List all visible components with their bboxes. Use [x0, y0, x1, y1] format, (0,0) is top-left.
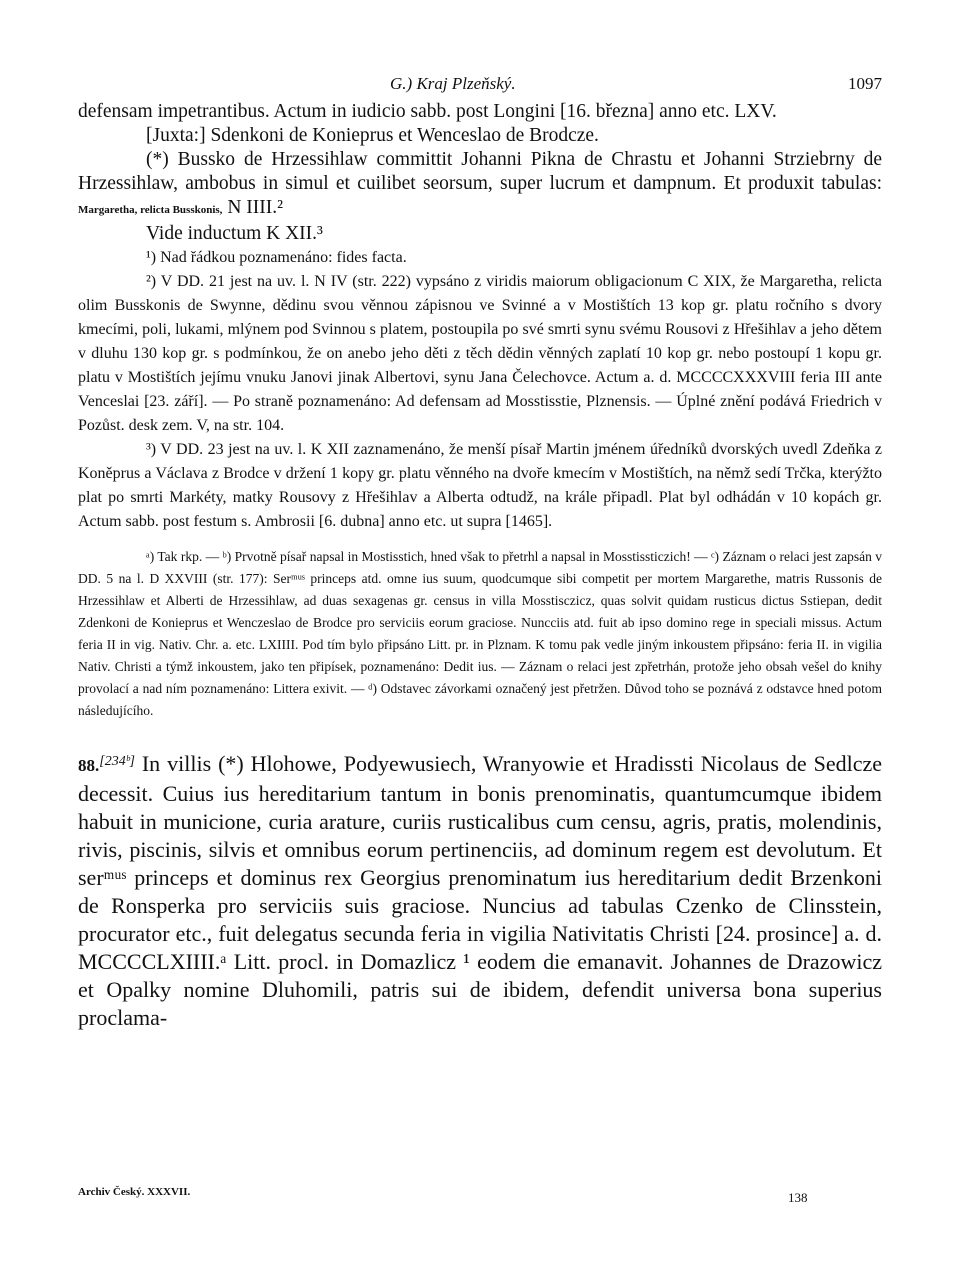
paragraph-1: defensam impetrantibus. Actum in iudicio sabb. post Longini [16. března] anno etc. LXV.	[78, 101, 777, 122]
running-header	[78, 70, 882, 100]
paragraph-3	[78, 148, 882, 222]
paragraph-3-text: (*) Bussko de Hrzessihlaw committit Johanni Pikna de Chrastu et Johanni Strziebrny de Hrzessihlaw, ambobus in simul et cuilibet seorsum, super lucrum et dampnum. Et produxit tabulas:	[78, 149, 882, 194]
footnote-2: ²) V DD. 21 jest na uv. l. N IV (str. 222) vypsáno z viridis maiorum obligacionum C XIX, že Margaretha, relicta olim Busskonis de Swynne, dědinu svou věnnou zápisnou ve Svinné a v Mostištích 13 kop gr. platu ročního s dvory kmecími, poli, lukami, mlýnem pod Svinnou s platem, postoupila po své smrti synu svému Rousovi z Hřešihlav a jeho dětem v dluhu 130 kop gr. s podmínkou, že on anebo jeho děti z těch dědin věnných zaplatí 10 kop gr. nebo postoupí 1 kopu gr. platu v Mostištích jejímu vnuku Janovi jinak Albertovi, synu Jana Čelechovce. Actum a. d. MCCCCXXXVIII feria III ante Venceslai [23. září]. — Po straně poznamenáno: Ad defensam ad Mosstisstie, Plznensis. — Úplné znění podává Friedrich v Pozůst. desk zem. V, na str. 104.	[78, 273, 882, 434]
entry-text: In villis (*) Hlohowe, Podyewusiech, Wranyowie et Hradissti Nicolaus de Sedlcze decessit. Cuius ius hereditarium tantum in bonis prenominatis, quantumcumque ibidem habuit in municione, curia arature, curiis rusticalibus cum censu, agris, pratis, molendinis, rivis, piscinis, silvis et omnibus eorum pertinenciis, ad dominum regem est devolutum. Et serᵐᵘˢ princeps et dominus rex Georgius prenominatum ius hereditarium dedit Brzenkoni de Ronsperka pro serviciis suis graciose. Nuncius ad tabulas Czenko de Clinsstein, procurator etc., fuit delegatus secunda feria in vigilia Nativitatis Christi [24. prosince] a. d. MCCCCLXIIII.ᵃ Litt. procl. in Domazlicz ¹ eodem die emanavit. Johannes de Drazowicz et Opalky nomine Dluhomili, patris sui de ibidem, defendit universa bona superius proclama-	[78, 751, 882, 1030]
footnote-3: ³) V DD. 23 jest na uv. l. K XII zaznamenáno, že menší písař Martin jménem úředníků dvorských uvedl Zdeňka z Koněprus a Václava z Brodce v držení 1 kopy gr. platu věnného na dvoře kmecím v Mostištích, na němž sedí Trčka, kterýžto plat po smrti Markéty, matky Rousovy z Hřešihlav a Alberta odtudž, na krále připadl. Plat byl odhádán v 10 kopách gr. Actum sabb. post festum s. Ambrosii [6. dubna] anno etc. ut supra [1465].	[78, 441, 882, 530]
footnote-1: ¹) Nad řádkou poznamenáno: fides facta.	[146, 249, 407, 266]
entry-88	[78, 748, 882, 1032]
entry-number: 88.	[78, 756, 100, 775]
paragraph-3-end: N IIII.²	[227, 197, 283, 218]
main-text	[78, 100, 882, 246]
entry-folio-mark: [234ᵇ]	[99, 754, 135, 769]
page-footer	[78, 1186, 882, 1206]
sheet-number: 138	[788, 1190, 808, 1205]
footnotes	[78, 246, 882, 534]
printer-signature: Archiv Český. XXXVII.	[78, 1186, 191, 1198]
paragraph-3-small: Margaretha, relicta Busskonis,	[78, 204, 223, 216]
page-number: 1097	[848, 74, 882, 93]
running-title: G.) Kraj Plzeňský.	[390, 74, 516, 93]
page-content	[78, 70, 882, 1032]
critical-apparatus: ᵃ) Tak rkp. — ᵇ) Prvotně písař napsal in Mostisstich, hned však to přetrhl a napsal in Mosstissticzich! — ᶜ) Záznam o relaci jest zapsán v DD. 5 na l. D XXVIII (str. 177): Serᵐᵘˢ princeps atd. omne ius suum, quodcumque sibi competit per mortem Margarethe, matris Russonis de Hrzessihlaw et Alberti de Hrzessihlaw, ad duas sexagenas gr. census in villa Mosstisczicz, quas solvit quidam rusticus dictus Sstiepan, dedit Zdenkoni de Konieprus et Wenczeslao de Brodce pro serviciis eorum graciose. Nuncciis atd. fuit ab ipso domino rege in speciali missus. Actum feria II in vig. Nativ. Chr. a. etc. LXIIII. Pod tím bylo připsáno Litt. pr. in Plznam. K tomu pak vedle jiným inkoustem připsáno: feria II. in vigilia Nativ. Christi a týmž inkoustem, jako ten připísek, poznamenáno: Dedit ius. — Záznam o relaci jest zpřetrhán, protože jeho obsah vešel do knihy provolací a nad ním poznamenáno: Littera exivit. — ᵈ) Odstavec závorkami označený jest přetržen. Důvod toho se poznává z odstavce hned potom následujícího.	[78, 549, 882, 718]
paragraph-4: Vide inductum K XII.³	[146, 223, 323, 244]
paragraph-2: [Juxta:] Sdenkoni de Konieprus et Wenceslao de Brodcze.	[146, 125, 599, 146]
